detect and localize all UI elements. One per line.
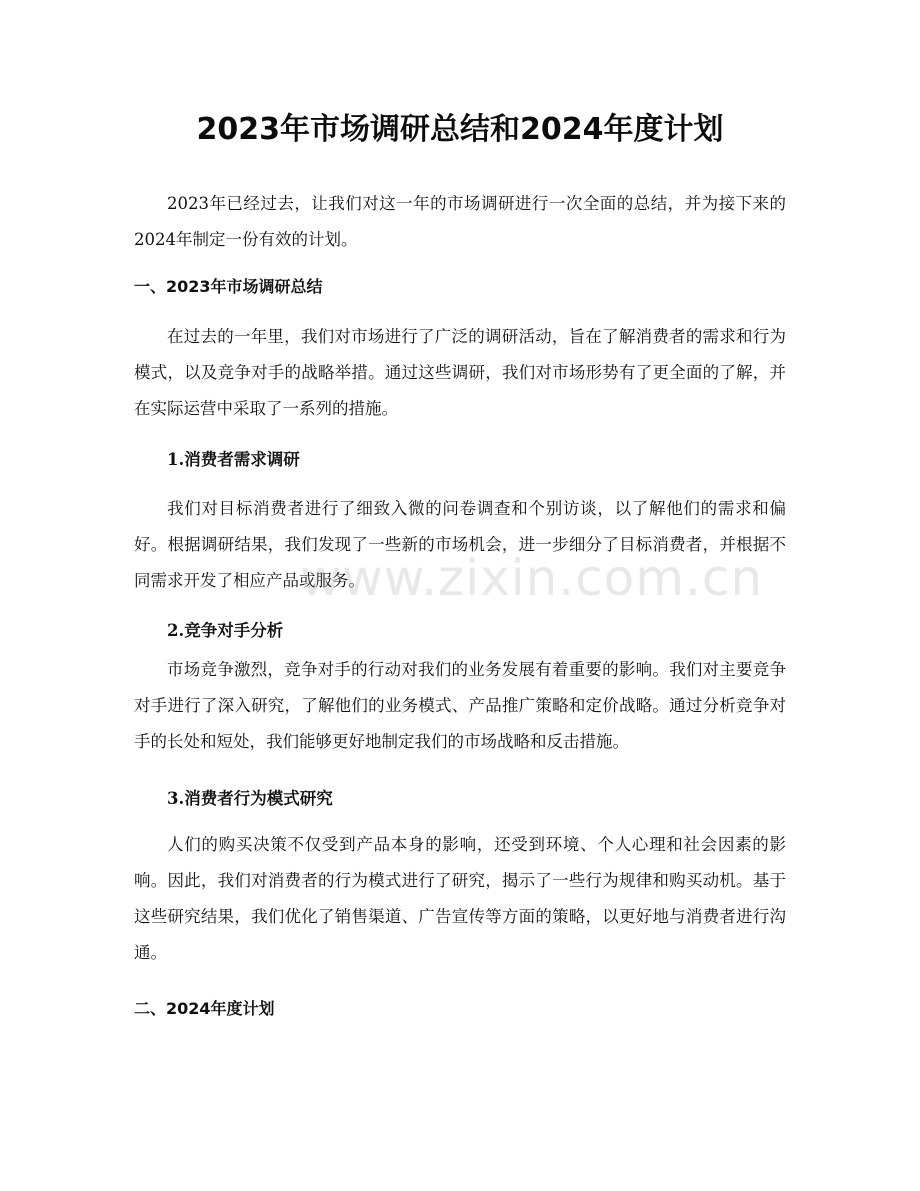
section-2-heading: 二、2024年度计划 bbox=[134, 999, 275, 1018]
section-1-intro-paragraph: 在过去的一年里，我们对市场进行了广泛的调研活动，旨在了解消费者的需求和行为模式，以及竞争对手的战略举措。通过这些调研，我们对市场形势有了更全面的了解，并在实际运营中采取了一系列的措施。 bbox=[134, 327, 786, 418]
item-3-paragraph: 人们的购买决策不仅受到产品本身的影响，还受到环境、个人心理和社会因素的影响。因此，我们对消费者的行为模式进行了研究，揭示了一些行为规律和购买动机。基于这些研究结果，我们优化了销售渠道、广告宣传等方面的策略，以更好地与消费者进行沟通。 bbox=[134, 835, 786, 962]
item-1-heading: 1.消费者需求调研 bbox=[167, 450, 300, 469]
item-3-heading: 3.消费者行为模式研究 bbox=[167, 789, 333, 808]
intro-paragraph: 2023年已经过去，让我们对这一年的市场调研进行一次全面的总结，并为接下来的2024年制定一份有效的计划。 bbox=[134, 194, 786, 249]
item-2-heading: 2.竞争对手分析 bbox=[167, 621, 284, 640]
item-1-paragraph: 我们对目标消费者进行了细致入微的问卷调查和个别访谈，以了解他们的需求和偏好。根据调研结果，我们发现了一些新的市场机会，进一步细分了目标消费者，并根据不同需求开发了相应产品或服务。 bbox=[134, 499, 786, 590]
page-title: 2023年市场调研总结和2024年度计划 bbox=[196, 112, 724, 147]
item-2-paragraph: 市场竞争激烈，竞争对手的行动对我们的业务发展有着重要的影响。我们对主要竞争对手进行了深入研究，了解他们的业务模式、产品推广策略和定价战略。通过分析竞争对手的长处和短处，我们能够更好地制定我们的市场战略和反击措施。 bbox=[134, 660, 786, 751]
watermark: www.zixin.com.cn bbox=[300, 549, 764, 607]
section-1-heading: 一、2023年市场调研总结 bbox=[134, 277, 323, 296]
